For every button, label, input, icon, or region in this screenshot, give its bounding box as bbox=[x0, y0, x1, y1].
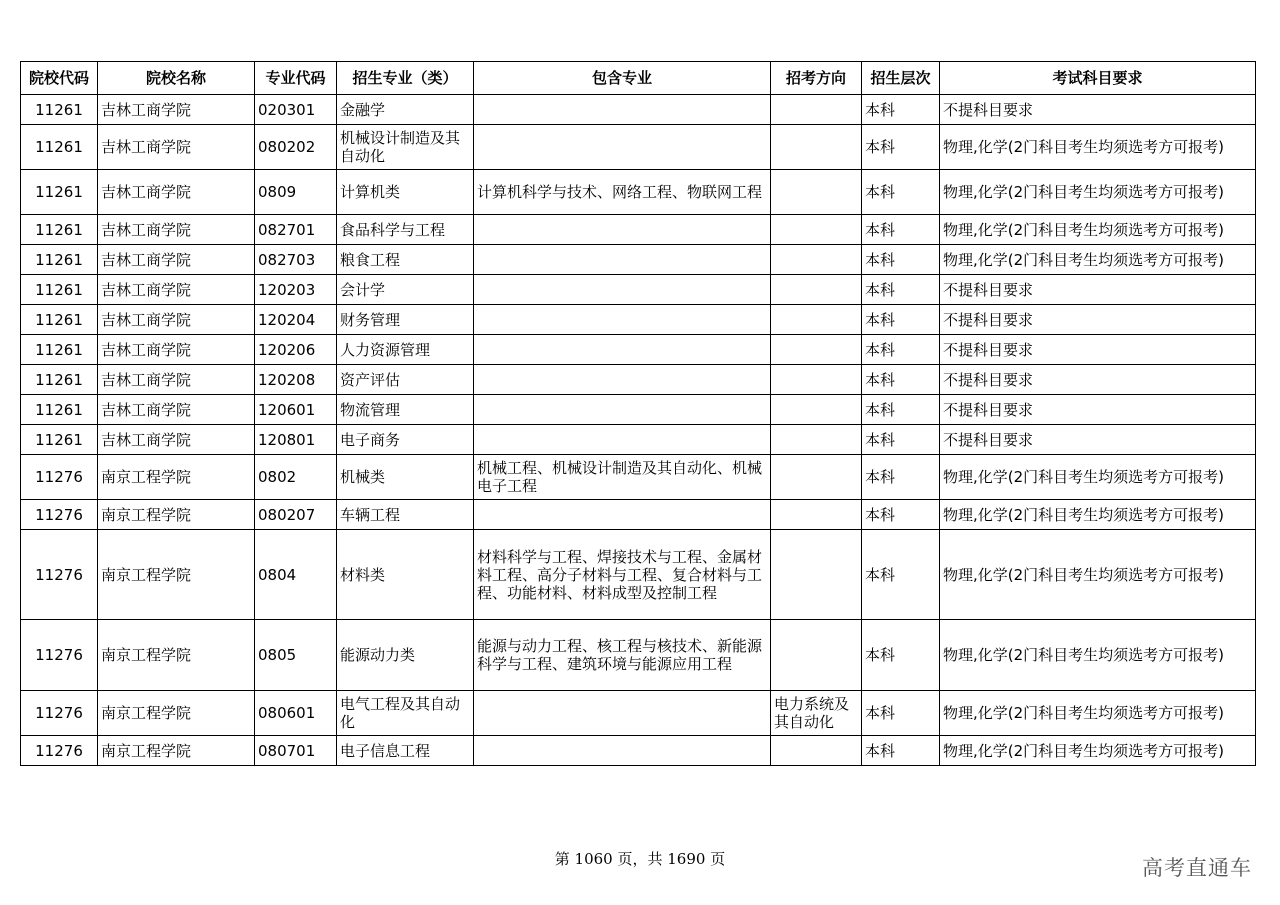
cell-direction bbox=[771, 170, 862, 215]
cell-school-code: 11261 bbox=[21, 305, 98, 335]
table-row bbox=[21, 455, 1256, 500]
cell-school-code: 11276 bbox=[21, 691, 98, 736]
cell-major: 车辆工程 bbox=[337, 500, 474, 530]
cell-included-majors bbox=[474, 691, 771, 736]
cell-included-majors bbox=[474, 95, 771, 125]
cell-direction bbox=[771, 500, 862, 530]
cell-included-majors: 机械工程、机械设计制造及其自动化、机械电子工程 bbox=[474, 455, 771, 500]
cell-school-name: 南京工程学院 bbox=[98, 500, 255, 530]
cell-subject-req: 不提科目要求 bbox=[940, 275, 1256, 305]
col-header-direction: 招考方向 bbox=[771, 62, 862, 95]
cell-school-code: 11261 bbox=[21, 245, 98, 275]
table-row bbox=[21, 305, 1256, 335]
cell-level: 本科 bbox=[862, 305, 940, 335]
table-row bbox=[21, 170, 1256, 215]
cell-level: 本科 bbox=[862, 275, 940, 305]
cell-included-majors bbox=[474, 245, 771, 275]
cell-major: 人力资源管理 bbox=[337, 335, 474, 365]
cell-major-code: 120203 bbox=[255, 275, 337, 305]
cell-school-name: 吉林工商学院 bbox=[98, 215, 255, 245]
cell-major-code: 120208 bbox=[255, 365, 337, 395]
cell-direction bbox=[771, 125, 862, 170]
cell-direction bbox=[771, 365, 862, 395]
cell-school-name: 南京工程学院 bbox=[98, 736, 255, 766]
cell-major: 电气工程及其自动化 bbox=[337, 691, 474, 736]
table-row bbox=[21, 275, 1256, 305]
cell-major: 财务管理 bbox=[337, 305, 474, 335]
cell-level: 本科 bbox=[862, 95, 940, 125]
cell-level: 本科 bbox=[862, 245, 940, 275]
table-row bbox=[21, 500, 1256, 530]
cell-school-code: 11261 bbox=[21, 95, 98, 125]
cell-school-name: 吉林工商学院 bbox=[98, 125, 255, 170]
table-row bbox=[21, 620, 1256, 691]
cell-major-code: 120206 bbox=[255, 335, 337, 365]
cell-school-name: 吉林工商学院 bbox=[98, 275, 255, 305]
cell-included-majors: 计算机科学与技术、网络工程、物联网工程 bbox=[474, 170, 771, 215]
cell-level: 本科 bbox=[862, 215, 940, 245]
cell-major: 资产评估 bbox=[337, 365, 474, 395]
cell-direction bbox=[771, 530, 862, 620]
cell-subject-req: 不提科目要求 bbox=[940, 365, 1256, 395]
table-row bbox=[21, 245, 1256, 275]
table-row bbox=[21, 530, 1256, 620]
cell-major-code: 0809 bbox=[255, 170, 337, 215]
cell-subject-req: 物理,化学(2门科目考生均须选考方可报考) bbox=[940, 170, 1256, 215]
cell-included-majors bbox=[474, 305, 771, 335]
cell-school-code: 11261 bbox=[21, 125, 98, 170]
cell-major-code: 080701 bbox=[255, 736, 337, 766]
cell-direction: 电力系统及其自动化 bbox=[771, 691, 862, 736]
cell-school-code: 11261 bbox=[21, 170, 98, 215]
cell-major-code: 080207 bbox=[255, 500, 337, 530]
cell-major: 电子信息工程 bbox=[337, 736, 474, 766]
cell-major: 机械设计制造及其自动化 bbox=[337, 125, 474, 170]
cell-major-code: 120601 bbox=[255, 395, 337, 425]
cell-school-name: 南京工程学院 bbox=[98, 620, 255, 691]
cell-major-code: 0804 bbox=[255, 530, 337, 620]
cell-direction bbox=[771, 425, 862, 455]
cell-level: 本科 bbox=[862, 620, 940, 691]
cell-school-code: 11261 bbox=[21, 335, 98, 365]
header-row bbox=[21, 62, 1256, 95]
cell-level: 本科 bbox=[862, 170, 940, 215]
cell-direction bbox=[771, 245, 862, 275]
cell-level: 本科 bbox=[862, 335, 940, 365]
cell-level: 本科 bbox=[862, 736, 940, 766]
cell-direction bbox=[771, 215, 862, 245]
cell-subject-req: 物理,化学(2门科目考生均须选考方可报考) bbox=[940, 455, 1256, 500]
cell-school-code: 11276 bbox=[21, 530, 98, 620]
cell-subject-req: 物理,化学(2门科目考生均须选考方可报考) bbox=[940, 245, 1256, 275]
cell-included-majors bbox=[474, 365, 771, 395]
cell-level: 本科 bbox=[862, 455, 940, 500]
cell-school-name: 吉林工商学院 bbox=[98, 245, 255, 275]
cell-school-name: 南京工程学院 bbox=[98, 455, 255, 500]
table-row bbox=[21, 335, 1256, 365]
cell-school-name: 吉林工商学院 bbox=[98, 95, 255, 125]
table-row bbox=[21, 125, 1256, 170]
cell-subject-req: 物理,化学(2门科目考生均须选考方可报考) bbox=[940, 530, 1256, 620]
cell-subject-req: 物理,化学(2门科目考生均须选考方可报考) bbox=[940, 736, 1256, 766]
cell-direction bbox=[771, 395, 862, 425]
col-header-school-name: 院校名称 bbox=[98, 62, 255, 95]
page-footer: 第 1060 页，共 1690 页 bbox=[554, 850, 726, 868]
col-header-subject-req: 考试科目要求 bbox=[940, 62, 1256, 95]
table-row bbox=[21, 425, 1256, 455]
table-row bbox=[21, 95, 1256, 125]
cell-school-code: 11261 bbox=[21, 215, 98, 245]
cell-school-name: 吉林工商学院 bbox=[98, 335, 255, 365]
cell-subject-req: 物理,化学(2门科目考生均须选考方可报考) bbox=[940, 500, 1256, 530]
cell-school-name: 吉林工商学院 bbox=[98, 305, 255, 335]
cell-subject-req: 不提科目要求 bbox=[940, 425, 1256, 455]
cell-included-majors bbox=[474, 215, 771, 245]
col-header-school-code: 院校代码 bbox=[21, 62, 98, 95]
cell-included-majors bbox=[474, 395, 771, 425]
cell-included-majors bbox=[474, 335, 771, 365]
cell-school-code: 11276 bbox=[21, 455, 98, 500]
table-row bbox=[21, 395, 1256, 425]
col-header-level: 招生层次 bbox=[862, 62, 940, 95]
cell-school-code: 11261 bbox=[21, 425, 98, 455]
cell-major: 粮食工程 bbox=[337, 245, 474, 275]
cell-direction bbox=[771, 736, 862, 766]
cell-school-name: 南京工程学院 bbox=[98, 530, 255, 620]
cell-major: 计算机类 bbox=[337, 170, 474, 215]
cell-subject-req: 不提科目要求 bbox=[940, 335, 1256, 365]
table-row bbox=[21, 215, 1256, 245]
cell-major-code: 120801 bbox=[255, 425, 337, 455]
cell-subject-req: 物理,化学(2门科目考生均须选考方可报考) bbox=[940, 691, 1256, 736]
cell-included-majors bbox=[474, 125, 771, 170]
cell-major: 能源动力类 bbox=[337, 620, 474, 691]
cell-level: 本科 bbox=[862, 125, 940, 170]
cell-school-code: 11261 bbox=[21, 365, 98, 395]
cell-major: 机械类 bbox=[337, 455, 474, 500]
col-header-major: 招生专业（类） bbox=[337, 62, 474, 95]
cell-school-code: 11276 bbox=[21, 620, 98, 691]
cell-direction bbox=[771, 275, 862, 305]
cell-subject-req: 不提科目要求 bbox=[940, 395, 1256, 425]
cell-direction bbox=[771, 455, 862, 500]
col-header-included-majors: 包含专业 bbox=[474, 62, 771, 95]
cell-school-name: 吉林工商学院 bbox=[98, 395, 255, 425]
cell-direction bbox=[771, 95, 862, 125]
cell-school-code: 11276 bbox=[21, 736, 98, 766]
cell-level: 本科 bbox=[862, 500, 940, 530]
table-row bbox=[21, 365, 1256, 395]
cell-major: 材料类 bbox=[337, 530, 474, 620]
cell-subject-req: 物理,化学(2门科目考生均须选考方可报考) bbox=[940, 215, 1256, 245]
cell-major-code: 080601 bbox=[255, 691, 337, 736]
col-header-major-code: 专业代码 bbox=[255, 62, 337, 95]
cell-major: 会计学 bbox=[337, 275, 474, 305]
cell-school-code: 11261 bbox=[21, 395, 98, 425]
cell-school-name: 南京工程学院 bbox=[98, 691, 255, 736]
table-row bbox=[21, 736, 1256, 766]
cell-level: 本科 bbox=[862, 395, 940, 425]
cell-subject-req: 不提科目要求 bbox=[940, 305, 1256, 335]
cell-major-code: 0802 bbox=[255, 455, 337, 500]
cell-subject-req: 物理,化学(2门科目考生均须选考方可报考) bbox=[940, 620, 1256, 691]
cell-level: 本科 bbox=[862, 530, 940, 620]
cell-major-code: 0805 bbox=[255, 620, 337, 691]
cell-school-name: 吉林工商学院 bbox=[98, 365, 255, 395]
table-row bbox=[21, 691, 1256, 736]
cell-included-majors bbox=[474, 736, 771, 766]
cell-major: 物流管理 bbox=[337, 395, 474, 425]
cell-major: 金融学 bbox=[337, 95, 474, 125]
cell-major: 电子商务 bbox=[337, 425, 474, 455]
cell-level: 本科 bbox=[862, 691, 940, 736]
cell-subject-req: 不提科目要求 bbox=[940, 95, 1256, 125]
cell-major-code: 080202 bbox=[255, 125, 337, 170]
cell-level: 本科 bbox=[862, 425, 940, 455]
cell-major-code: 020301 bbox=[255, 95, 337, 125]
cell-school-code: 11276 bbox=[21, 500, 98, 530]
cell-major: 食品科学与工程 bbox=[337, 215, 474, 245]
cell-included-majors bbox=[474, 500, 771, 530]
cell-school-code: 11261 bbox=[21, 275, 98, 305]
cell-school-name: 吉林工商学院 bbox=[98, 170, 255, 215]
cell-major-code: 082703 bbox=[255, 245, 337, 275]
cell-included-majors: 材料科学与工程、焊接技术与工程、金属材料工程、高分子材料与工程、复合材料与工程、功能材料、材料成型及控制工程 bbox=[474, 530, 771, 620]
cell-major-code: 082701 bbox=[255, 215, 337, 245]
cell-included-majors: 能源与动力工程、核工程与核技术、新能源科学与工程、建筑环境与能源应用工程 bbox=[474, 620, 771, 691]
cell-included-majors bbox=[474, 425, 771, 455]
cell-included-majors bbox=[474, 275, 771, 305]
cell-subject-req: 物理,化学(2门科目考生均须选考方可报考) bbox=[940, 125, 1256, 170]
cell-direction bbox=[771, 620, 862, 691]
cell-level: 本科 bbox=[862, 365, 940, 395]
watermark: 高考直通车 bbox=[1142, 856, 1252, 880]
cell-major-code: 120204 bbox=[255, 305, 337, 335]
cell-direction bbox=[771, 335, 862, 365]
cell-direction bbox=[771, 305, 862, 335]
cell-school-name: 吉林工商学院 bbox=[98, 425, 255, 455]
admission-table bbox=[20, 61, 1256, 766]
